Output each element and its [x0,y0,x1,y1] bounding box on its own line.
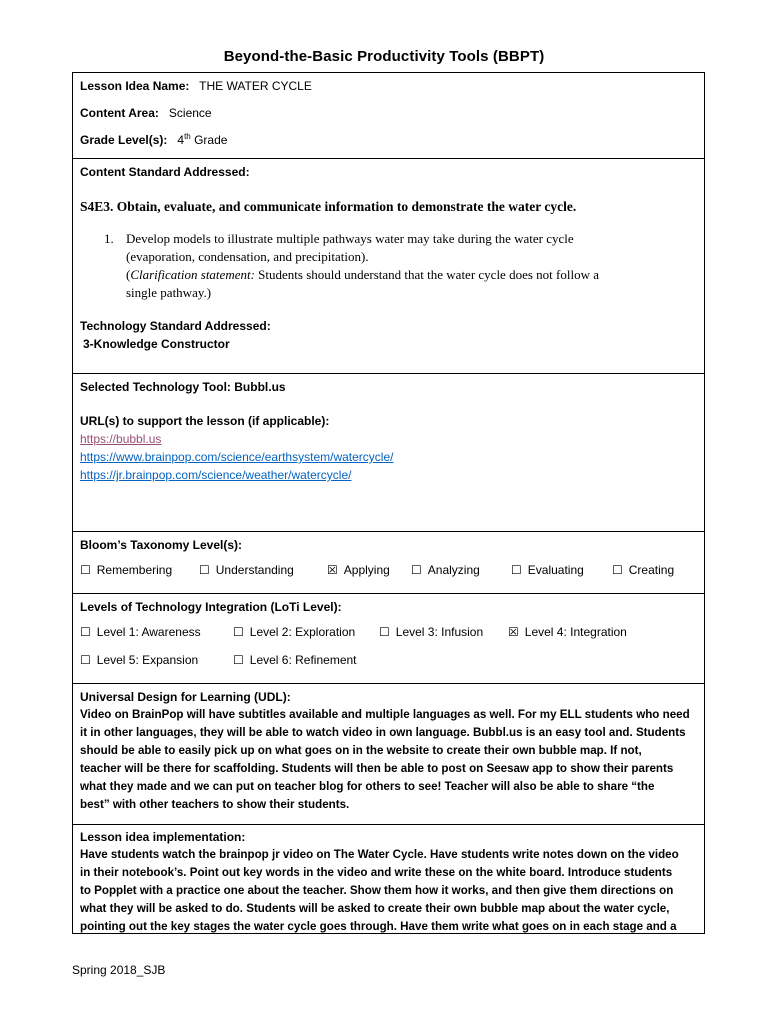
loti-option-level-3[interactable]: ☐ Level 3: Infusion [379,625,484,639]
loti-option-level-4[interactable]: ☒ Level 4: Integration [508,625,627,639]
blooms-option-creating[interactable]: ☐ Creating [612,563,675,577]
standard-item-line: Develop models to illustrate multiple pathways water may take during the water cycle [126,231,574,246]
standard-item-line: single pathway.) [126,285,212,300]
checkbox-empty-icon[interactable]: ☐ [233,625,244,639]
loti-option-level-1[interactable]: ☐ Level 1: Awareness [80,625,201,639]
grade-level-number: 4 [177,133,185,147]
urls-label: URL(s) to support the lesson (if applicable): [80,414,330,428]
checkbox-empty-icon[interactable]: ☐ [80,653,91,667]
blooms-option-applying[interactable]: ☒ Applying [327,563,390,577]
udl-line: what they made and we can put on teacher blog for others to see! Teacher will also be able to share “the [80,780,655,793]
tech-standard-value: 3-Knowledge Constructor [83,337,230,351]
checkbox-empty-icon[interactable]: ☐ [511,563,522,577]
udl-line: Video on BrainPop will have subtitles available and multiple languages as well. For my ELL students who need [80,708,690,721]
standard-title: S4E3. Obtain, evaluate, and communicate information to demonstrate the water cycle. [80,199,577,214]
implementation-line: Have students watch the brainpop jr video on The Water Cycle. Have students write notes down on the video [80,848,679,861]
checkbox-checked-icon[interactable]: ☒ [327,563,338,577]
blooms-options [80,561,697,579]
blooms-option-analyzing[interactable]: ☐ Analyzing [411,563,480,577]
grade-level-word: Grade [194,133,228,147]
checkbox-empty-icon[interactable]: ☐ [411,563,422,577]
implementation-line: pointing out the key stages the water cycle goes through. Have them write what goes on in each stage and a [80,920,677,933]
loti-options-row-1 [80,623,697,641]
loti-label: Levels of Technology Integration (LoTi Level): [80,600,342,614]
checkbox-checked-icon[interactable]: ☒ [508,625,519,639]
loti-section [73,594,704,684]
checkbox-empty-icon[interactable]: ☐ [233,653,244,667]
standards-section [73,159,704,374]
implementation-label: Lesson idea implementation: [80,830,246,844]
checkbox-empty-icon[interactable]: ☐ [80,625,91,639]
url-link-brainpop[interactable]: https://www.brainpop.com/science/earthsystem/watercycle/ [80,450,394,464]
udl-line: best” with other teachers to show their students. [80,798,350,811]
standard-item-number: 1. [104,231,114,246]
checkbox-empty-icon[interactable]: ☐ [80,563,91,577]
loti-options-row-2 [80,651,697,669]
standard-item-line: (evaporation, condensation, and precipitation). [126,249,369,264]
implementation-line: in their notebook’s. Point out key words in the video and write these on the white board. Introduce students [80,866,673,879]
clarification-line: (Clarification statement: Students should understand that the water cycle does not follow a [126,267,599,282]
blooms-label: Bloom’s Taxonomy Level(s): [80,538,243,552]
udl-label: Universal Design for Learning (UDL): [80,690,291,704]
tech-standard-label: Technology Standard Addressed: [80,319,271,333]
selected-tool-value: Bubbl.us [234,380,286,394]
grade-level-label: Grade Level(s): [80,133,168,147]
content-area-value: Science [168,106,212,120]
lesson-name-value: THE WATER CYCLE [199,79,312,93]
checkbox-empty-icon[interactable]: ☐ [379,625,390,639]
page-footer: Spring 2018_SJB [72,963,166,977]
udl-line: it in other languages, they will be able to watch video in own language. Bubbl.us is an easy tool and. Students [80,726,686,739]
selected-tool [80,378,697,396]
blooms-option-remembering[interactable]: ☐ Remembering [80,563,173,577]
udl-line: should be able to easily pick up on what goes on in the website to create their own bubble map. If not, [80,744,642,757]
lesson-info-section [73,73,704,159]
standard-item [80,230,697,302]
loti-option-level-5[interactable]: ☐ Level 5: Expansion [80,653,199,667]
grade-level-suffix: th [184,132,191,141]
blooms-section [73,532,704,594]
blooms-option-evaluating[interactable]: ☐ Evaluating [511,563,584,577]
clarification-label: Clarification statement: [130,267,255,282]
selected-tool-label: Selected Technology Tool: [80,380,231,394]
technology-tool-section [73,374,704,532]
udl-section [73,684,704,825]
checkbox-empty-icon[interactable]: ☐ [612,563,623,577]
implementation-line: what they will be asked to do. Students will be asked to create their own bubble map about the water cycle, [80,902,670,915]
content-area-label: Content Area: [80,106,159,120]
checkbox-empty-icon[interactable]: ☐ [199,563,210,577]
loti-option-level-2[interactable]: ☐ Level 2: Exploration [233,625,356,639]
loti-option-level-6[interactable]: ☐ Level 6: Refinement [233,653,357,667]
blooms-option-understanding[interactable]: ☐ Understanding [199,563,294,577]
content-standard-label: Content Standard Addressed: [80,165,250,179]
lesson-plan-table [72,72,705,934]
implementation-section [73,825,704,933]
page-title: Beyond-the-Basic Productivity Tools (BBPT) [223,48,545,65]
url-link-brainpop-jr[interactable]: https://jr.brainpop.com/science/weather/watercycle/ [80,468,352,482]
udl-line: teacher will be there for scaffolding. Students will then be able to post on Seesaw app to show their parents [80,762,674,775]
url-link-bubblus[interactable]: https://bubbl.us [80,432,162,446]
lesson-name-label: Lesson Idea Name: [80,79,190,93]
implementation-line: to Popplet with a practice one about the teacher. Show them how it works, and then give them directions on [80,884,674,897]
